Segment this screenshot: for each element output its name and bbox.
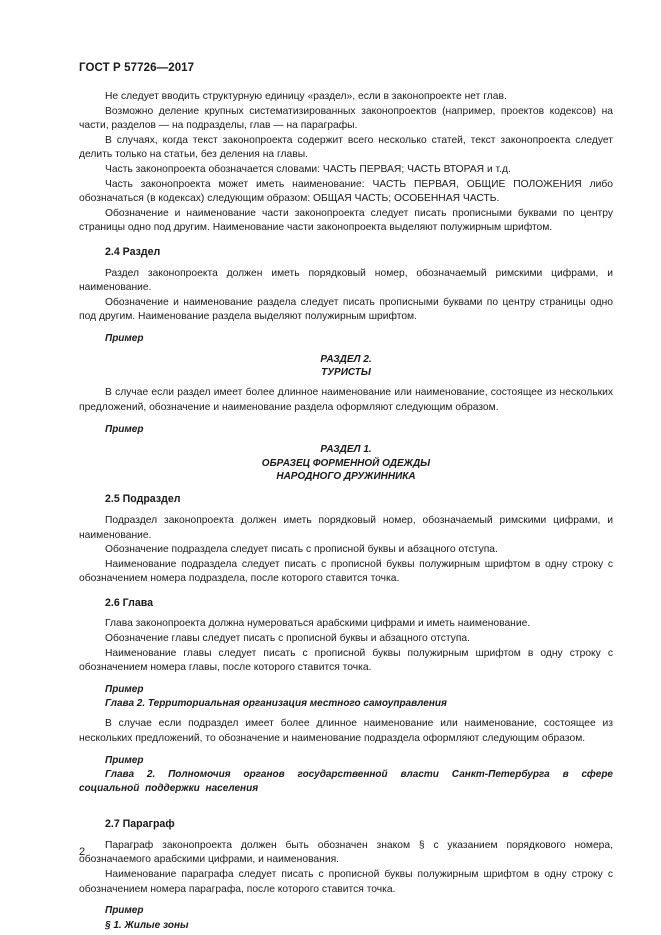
- example-line: ОБРАЗЕЦ ФОРМЕННОЙ ОДЕЖДЫ: [261, 457, 431, 469]
- example-label: Пример: [105, 905, 144, 917]
- spacer: [79, 796, 613, 808]
- example-line: РАЗДЕЛ 1.: [320, 444, 372, 456]
- paragraph: Наименование параграфа следует писать с прописной буквы полужирным шрифтом в одну строку с обозначением номера параграфа, после которого ставится точка.: [79, 869, 613, 895]
- section-heading-2-5: 2.5 Подраздел: [105, 493, 181, 506]
- paragraph: Наименование подраздела следует писать с прописной буквы полужирным шрифтом в одну строку с обозначением номера подраздела, после которого ставится точка.: [79, 558, 613, 585]
- paragraph: Обозначение и наименование раздела следует писать прописными буквами по центру страницы одно под другим. Наименование раздела выделяют полужирным шрифтом.: [79, 296, 613, 323]
- paragraph: Обозначение главы следует писать с прописной буквы и абзацного отступа.: [105, 633, 470, 645]
- page-body: [79, 90, 613, 933]
- example-text: Глава 2. Территориальная организация местного самоуправления: [105, 698, 447, 710]
- document-header: ГОСТ Р 57726—2017: [79, 62, 195, 74]
- paragraph: В случаях, когда текст законопроекта содержит всего несколько статей, текст законопроекта следует делить только на статьи, без деления на главы.: [79, 134, 613, 161]
- paragraph: Часть законопроекта может иметь наименование: ЧАСТЬ ПЕРВАЯ, ОБЩИЕ ПОЛОЖЕНИЯ либо обозначаться (в кодексах) следующим образом: ОБЩАЯ ЧАСТЬ; ОСОБЕННАЯ ЧАСТЬ.: [79, 178, 613, 205]
- paragraph: Подраздел законопроекта должен иметь порядковый номер, обозначаемый римскими цифрами, и наименование.: [79, 514, 613, 541]
- paragraph: Раздел законопроекта должен иметь порядковый номер, обозначаемый римскими цифрами, и наименование.: [79, 267, 613, 294]
- section-heading-2-7: 2.7 Параграф: [105, 818, 175, 831]
- paragraph: Часть законопроекта обозначается словами: ЧАСТЬ ПЕРВАЯ; ЧАСТЬ ВТОРАЯ и т.д.: [105, 163, 511, 175]
- example-line: ТУРИСТЫ: [321, 366, 371, 378]
- paragraph: Возможно деление крупных систематизированных законопроектов (например, проектов кодексов) на части, разделов — на подразделы, глав — на параграфы.: [79, 105, 613, 132]
- paragraph: Не следует вводить структурную единицу «раздел», если в законопроекте нет глав.: [105, 91, 507, 102]
- paragraph: Наименование главы следует писать с прописной буквы полужирным шрифтом в одну строку с обозначением номера главы, после которого ставится точка.: [79, 647, 613, 674]
- paragraph: Обозначение подраздела следует писать с прописной буквы и абзацного отступа.: [105, 544, 498, 556]
- example-text: Глава 2. Полномочия органов государственной власти Санкт-Петербурга в сфере социальной поддержки населения: [79, 769, 613, 795]
- example-label: Пример: [105, 754, 144, 766]
- paragraph: В случае если раздел имеет более длинное наименование или наименование, состоящее из нескольких предложений, обозначение и наименование раздела оформляют следующим образом.: [79, 387, 613, 413]
- section-heading-2-4: 2.4 Раздел: [105, 245, 161, 258]
- example-label: Пример: [105, 423, 144, 435]
- example-label: Пример: [105, 332, 144, 344]
- paragraph: Параграф законопроекта должен быть обозначен знаком § с указанием порядкового номера, обозначаемого арабскими цифрами, и наименования.: [79, 839, 613, 866]
- example-line: НАРОДНОГО ДРУЖИННИКА: [276, 470, 416, 482]
- paragraph: Глава законопроекта должна нумероваться арабскими цифрами и иметь наименование.: [105, 618, 531, 630]
- paragraph: В случае если подраздел имеет более длинное наименование или наименование, состоящее из нескольких предложений, то обозначение и наименование подраздела оформляют следующим образом.: [79, 718, 613, 745]
- example-centered-block: [79, 443, 613, 483]
- example-line: РАЗДЕЛ 2.: [320, 353, 372, 365]
- page-number: 2: [79, 846, 86, 858]
- example-centered-block: [79, 353, 613, 380]
- example-label: Пример: [105, 683, 144, 695]
- paragraph: Обозначение и наименование части законопроекта следует писать прописными буквами по центру страницы одно под другим. Наименование части законопроекта выделяют полужирным шрифтом.: [79, 207, 613, 234]
- section-heading-2-6: 2.6 Глава: [105, 596, 154, 609]
- example-text: § 1. Жилые зоны: [105, 919, 189, 931]
